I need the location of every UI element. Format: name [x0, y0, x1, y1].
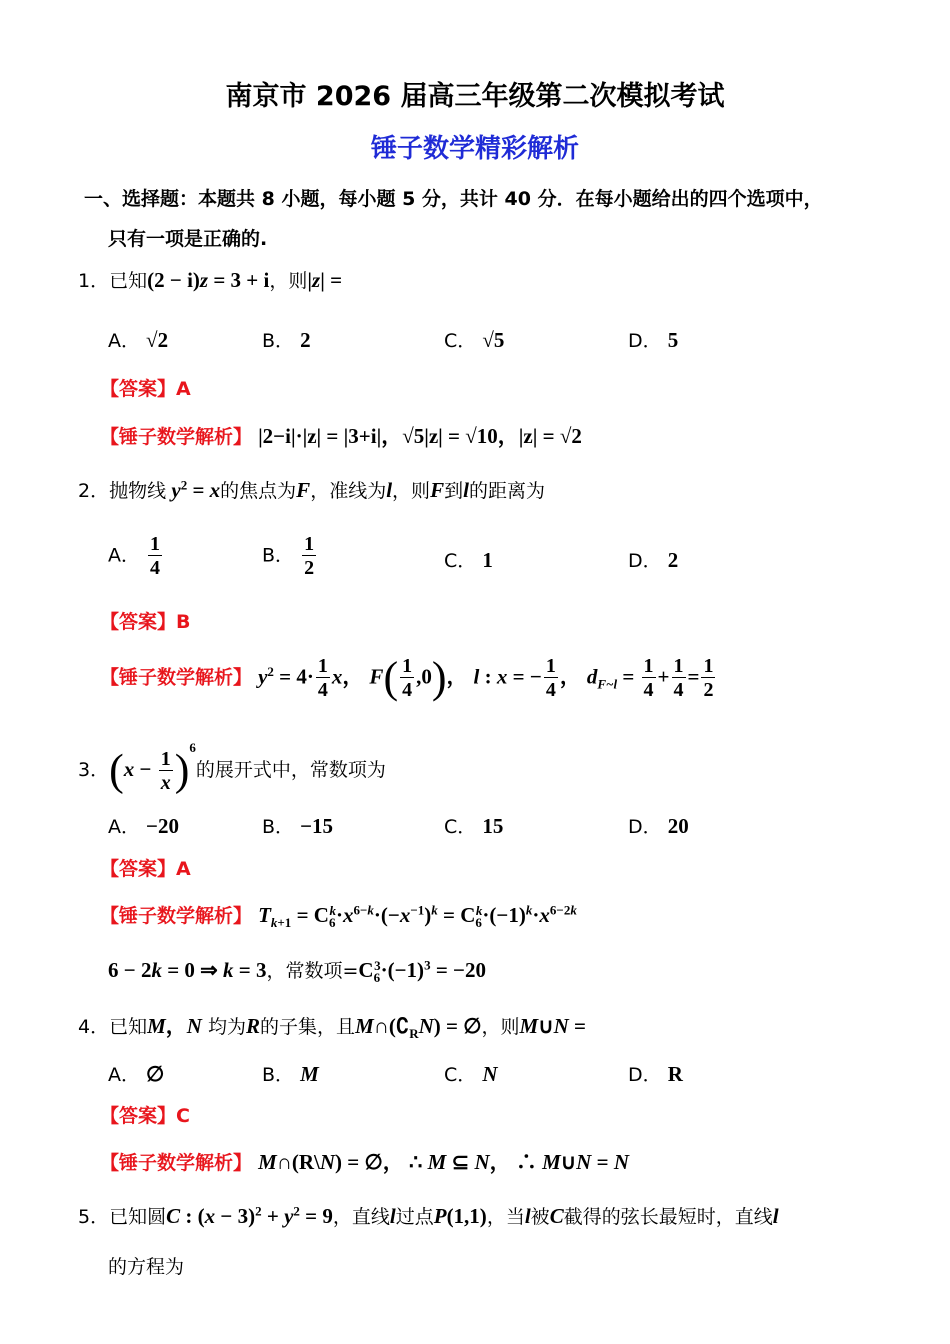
q4-answer: 【答案】C: [100, 1105, 190, 1127]
q2-option-a: A． $\frac{1}{4}$: [108, 533, 161, 579]
formula: (2 − i): [147, 268, 200, 292]
q4-option-c: C． N: [444, 1062, 498, 1086]
q1-option-a: A． √2: [108, 328, 169, 352]
q1-option-b: B． 2: [262, 328, 311, 352]
page-title: 南京市 2026 届高三年级第二次模拟考试: [225, 81, 725, 112]
section-heading-line1: 一、选择题：本题共 8 小题，每小题 5 分，共计 40 分．在每小题给出的四个选项中，: [84, 188, 823, 210]
q3-answer: 【答案】A: [100, 858, 191, 880]
q3-solution: 【锤子数学解析】 $T_{k+1} = C_6^k\cdot x^{6-k}\cdot(-x^{-1})^k = C_6^k\cdot(-1)^k\cdot x^{6-2k}$: [100, 902, 577, 930]
q3-solution-line2: 6 − 2k = 0 ⇒ k = 3，常数项$=C_6^3\cdot(-1)^3 = -20$: [108, 957, 486, 985]
q4-option-a: A． ∅: [108, 1062, 165, 1086]
q3-option-a: A． −20: [108, 814, 180, 838]
q4-solution: 【锤子数学解析】 M∩(R\N) = ∅， ∴ M ⊆ N， ∴ M∪N = N: [100, 1150, 629, 1174]
q4-option-b: B． M: [262, 1062, 319, 1086]
q3-option-b: B． −15: [262, 814, 334, 838]
q2-answer: 【答案】B: [100, 611, 191, 633]
page-subtitle: 锤子数学精彩解析: [370, 134, 579, 164]
q2-option-d: D． 2: [628, 548, 679, 572]
q2-option-c: C． 1: [444, 548, 493, 572]
q1-option-c: C． √5: [444, 328, 505, 352]
q3-option-c: C． 15: [444, 814, 504, 838]
question-5-line2: 的方程为: [108, 1256, 185, 1278]
q2-solution: 【锤子数学解析】 $y^2 = 4\cdot$ $\frac{1}{4}$ x， F( $\frac{1}{4}$ ,0)， l : x = − $\frac{1}{4}$ ， $d_{F\sim l}$ = $\frac{1}{4}$ + $\frac{1}{4}$ = $\frac{1}{2}$: [100, 653, 714, 702]
question-1: 1．已知(2 − i)z = 3 + i，则|z| =: [78, 268, 343, 292]
question-number: 1．: [78, 270, 110, 292]
q3-option-d: D． 20: [628, 814, 689, 838]
q1-solution: 【锤子数学解析】 |2−i|·|z| = |3+i|，√5|z| = √10，|z| = √2: [100, 424, 582, 448]
q1-option-d: D． 5: [628, 328, 679, 352]
question-2: 2．抛物线 $y^2 = x$的焦点为F，准线为l，则F到l的距离为: [78, 477, 545, 502]
q1-answer: 【答案】A: [100, 378, 191, 400]
q2-option-b: B． $\frac{1}{2}$: [262, 533, 315, 579]
section-heading-line2: 只有一项是正确的.: [108, 228, 268, 250]
q4-option-d: D． R: [628, 1062, 683, 1086]
question-text: 已知: [109, 270, 148, 292]
question-3: 3．(x − $\frac{1}{x}$ )$^6$的展开式中，常数项为: [78, 740, 386, 795]
question-4: 4．已知M，N 均为R的子集，且$M\cap(∁_RN)$ = ∅，则M∪N =: [78, 1014, 586, 1041]
question-5: 5．已知圆C : $(x - 3)^2 + y^2 = 9$，直线l过点P(1,1)，当l被C截得的弦长最短时，直线l: [78, 1203, 779, 1228]
